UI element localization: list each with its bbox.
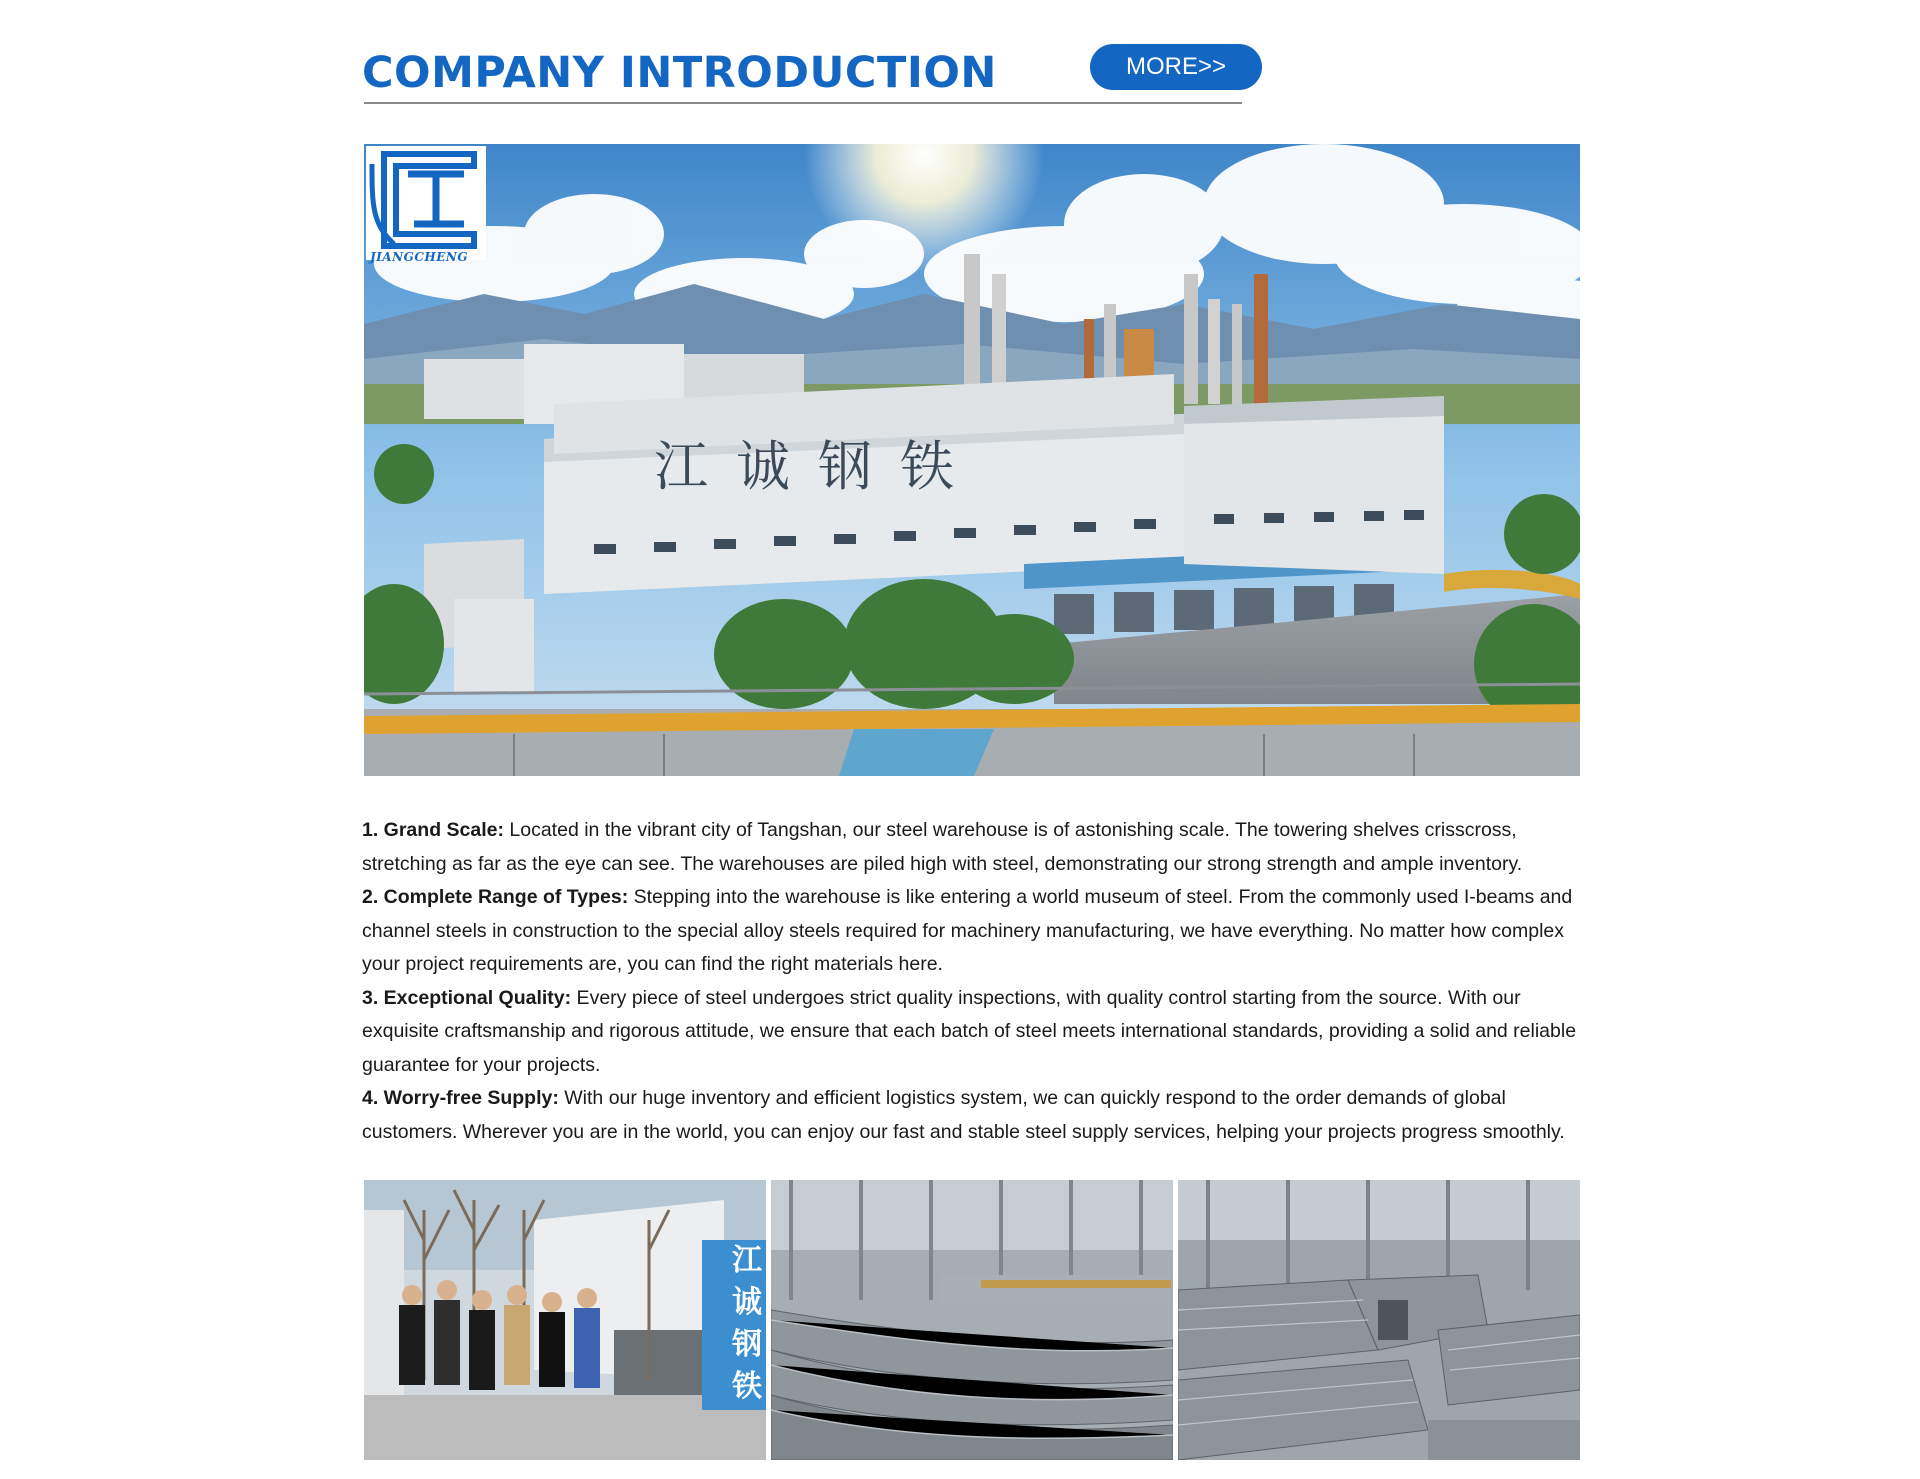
title-divider bbox=[364, 102, 1242, 104]
point-item bbox=[362, 814, 1580, 881]
building-sign: 江诚钢铁 bbox=[654, 435, 982, 498]
page-title: COMPANY INTRODUCTION bbox=[362, 48, 997, 98]
jiangcheng-logo: JIANGCHENG bbox=[370, 250, 469, 264]
more-button[interactable]: MORE>> bbox=[1090, 44, 1262, 90]
point-text: Located in the vibrant city of Tangshan, our steel warehouse is of astonishing scale. The towering shelves crisscross, stretching as far as the eye can see. The warehouses are piled high with steel, demonstrating our strong strength and ample inventory. bbox=[362, 819, 1523, 875]
point-item bbox=[362, 1082, 1580, 1149]
vertical-sign: 江 诚 钢 铁 bbox=[732, 1243, 762, 1404]
team-photo bbox=[364, 1180, 766, 1460]
point-heading: 2. Complete Range of Types: bbox=[362, 886, 629, 908]
point-heading: 3. Exceptional Quality: bbox=[362, 986, 572, 1009]
point-text: Every piece of steel undergoes strict quality inspections, with quality control starting from the source. With our exquisite craftsmanship and rigorous attitude, we ensure that each batch of steel meets international standards, providing a solid and reliable guarantee for your projects. bbox=[362, 986, 1577, 1076]
section-header bbox=[362, 40, 1262, 110]
warehouse-photo-1 bbox=[771, 1180, 1173, 1460]
factory-photo bbox=[364, 144, 1580, 776]
point-item bbox=[362, 982, 1580, 1083]
warehouse-photo-2 bbox=[1178, 1180, 1580, 1460]
intro-text bbox=[362, 814, 1580, 1149]
point-text: With our huge inventory and efficient logistics system, we can quickly respond to the order demands of global customers. Wherever you are in the world, you can enjoy our fast and stable steel supply services, helping your projects progress smoothly. bbox=[362, 1087, 1565, 1143]
point-item bbox=[362, 881, 1580, 982]
point-heading: 1. Grand Scale: bbox=[362, 819, 504, 841]
point-heading: 4. Worry-free Supply: bbox=[362, 1087, 559, 1109]
photo-gallery bbox=[364, 1180, 1580, 1460]
point-text: Stepping into the warehouse is like entering a world museum of steel. From the commonly used I-beams and channel steels in construction to the special alloy steels required for machinery manufacturing, we have everything. No matter how complex your project requirements are, you can find the right materials here. bbox=[362, 886, 1573, 975]
